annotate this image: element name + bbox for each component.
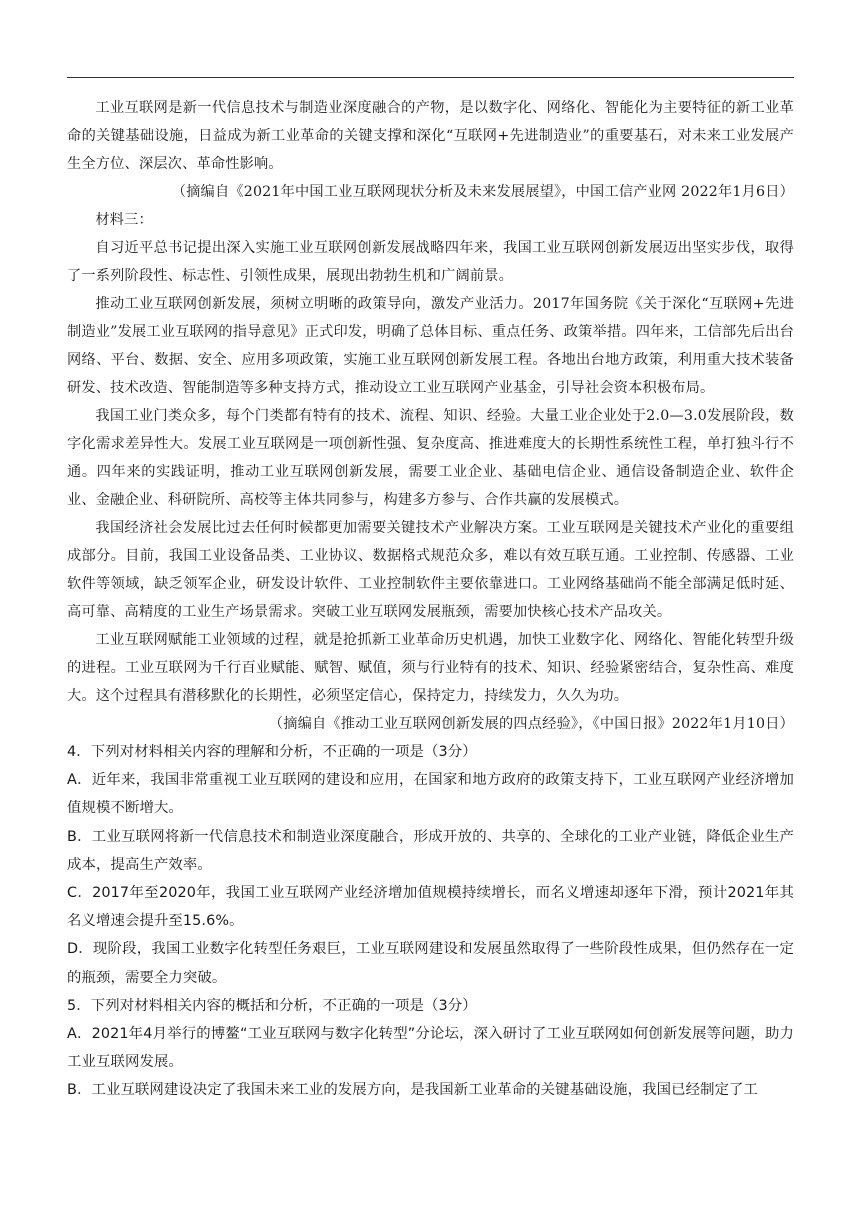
question-4-stem: 4．下列对材料相关内容的理解和分析，不正确的一项是（3分） [67, 744, 477, 760]
source-citation-3: （摘编自《推动工业互联网创新发展的四点经验》，《中国日报》2022年1月10日） [268, 716, 794, 732]
source-citation-2: （摘编自《2021年中国工业互联网现状分析及未来发展展望》，中国工信产业网 2022年1月6日） [171, 184, 794, 200]
paragraph-1: 自习近平总书记提出深入实施工业互联网创新发展战略四年来，我国工业互联网创新发展迈出坚实步伐，取得了一系列阶段性、标志性、引领性成果，展现出勃勃生机和广阔前景。 [67, 240, 794, 284]
document-body [67, 94, 794, 1105]
material-three-label: 材料三： [95, 212, 153, 228]
question-4-option-a: A．近年来，我国非常重视工业互联网的建设和应用，在国家和地方政府的政策支持下，工业互联网产业经济增加值规模不断增大。 [67, 772, 794, 817]
question-4-option-c: C．2017年至2020年，我国工业互联网产业经济增加值规模持续增长，而名义增速却逐年下滑，预计2021年其名义增速会提升至15.6%。 [67, 885, 794, 930]
question-5-option-a: A．2021年4月举行的博鳌“工业互联网与数字化转型”分论坛，深入研讨了工业互联网如何创新发展等问题，助力工业互联网发展。 [67, 1026, 794, 1071]
question-4-option-d: D．现阶段，我国工业数字化转型任务艰巨，工业互联网建设和发展虽然取得了一些阶段性成果，但仍然存在一定的瓶颈，需要全力突破。 [67, 941, 794, 986]
paragraph-3: 我国工业门类众多，每个门类都有特有的技术、流程、知识、经验。大量工业企业处于2.0—3.0发展阶段，数字化需求差异性大。发展工业互联网是一项创新性强、复杂度高、推进难度大的长期性系统性工程，单打独斗行不通。四年来的实践证明，推动工业互联网创新发展，需要工业企业、基础电信企业、通信设备制造企业、软件企业、金融企业、科研院所、高校等主体共同参与，构建多方参与、合作共赢的发展模式。 [67, 408, 794, 508]
paragraph-2: 推动工业互联网创新发展，须树立明晰的政策导向，激发产业活力。2017年国务院《关于深化“互联网+先进制造业”发展工业互联网的指导意见》正式印发，明确了总体目标、重点任务、政策举措。四年来，工信部先后出台网络、平台、数据、安全、应用多项政策，实施工业互联网创新发展工程。各地出台地方政策，利用重大技术装备研发、技术改造、智能制造等多种支持方式，推动设立工业互联网产业基金，引导社会资本积极布局。 [67, 296, 794, 396]
paragraph-4: 我国经济社会发展比过去任何时候都更加需要关键技术产业解决方案。工业互联网是关键技术产业化的重要组成部分。目前，我国工业设备品类、工业协议、数据格式规范众多，难以有效互联互通。工业控制、传感器、工业软件等领域，缺乏领军企业，研发设计软件、工业控制软件主要依靠进口。工业网络基础尚不能全部满足低时延、高可靠、高精度的工业生产场景需求。突破工业互联网发展瓶颈，需要加快核心技术产品攻关。 [67, 520, 794, 620]
header-rule [67, 77, 794, 78]
question-5-option-b: B．工业互联网建设决定了我国未来工业的发展方向，是我国新工业革命的关键基础设施，我国已经制定了工 [67, 1082, 759, 1099]
paragraph-intro: 工业互联网是新一代信息技术与制造业深度融合的产物，是以数字化、网络化、智能化为主要特征的新工业革命的关键基础设施，日益成为新工业革命的关键支撑和深化“互联网+先进制造业”的重要基石，对未来工业发展产生全方位、深层次、革命性影响。 [67, 100, 794, 172]
question-4-option-b: B．工业互联网将新一代信息技术和制造业深度融合，形成开放的、共享的、全球化的工业产业链，降低企业生产成本，提高生产效率。 [67, 828, 794, 873]
paragraph-5: 工业互联网赋能工业领域的过程，就是抢抓新工业革命历史机遇，加快工业数字化、网络化、智能化转型升级的进程。工业互联网为千行百业赋能、赋智、赋值，须与行业特有的技术、知识、经验紧密结合，复杂性高、难度大。这个过程具有潜移默化的长期性，必须坚定信心，保持定力，持续发力，久久为功。 [67, 632, 794, 704]
question-5-stem: 5．下列对材料相关内容的概括和分析，不正确的一项是（3分） [67, 997, 477, 1014]
